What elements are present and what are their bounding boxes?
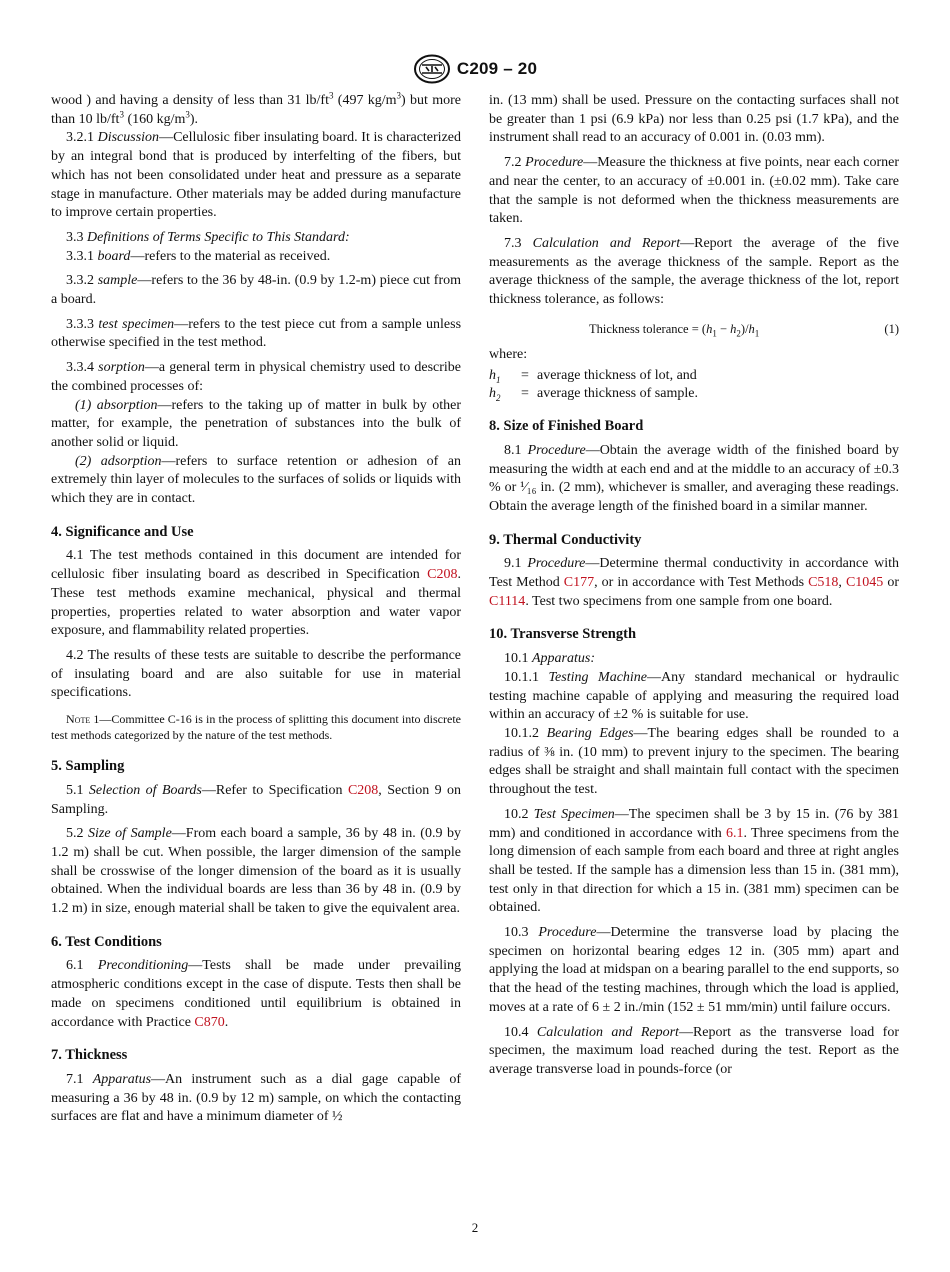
left-column <box>51 92 461 1127</box>
note-1: Note 1—Committee C-16 is in the process of splitting this document into discrete test methods categorized by the nature of the test methods. <box>51 712 461 743</box>
equation-formula: Thickness tolerance = $(h_1 - h_2)/h_1$ <box>589 321 760 339</box>
paragraph-3-3-3: 3.3.3 test specimen—refers to the test piece cut from a sample unless otherwise specified in the test method. <box>51 316 462 351</box>
paragraph-absorption: (1) absorption—refers to the taking up of matter in bulk by other matter, for example, the penetration of substances into the bulk of another solid or liquid. <box>51 397 462 450</box>
variable-definitions <box>489 367 899 403</box>
astm-logo-icon <box>413 54 451 84</box>
paragraph-10-1-1: 10.1.1 Testing Machine—Any standard mechanical or hydraulic testing machine capable of applying and measuring the required load within an accuracy of ±2 % is suitable for use. <box>489 669 900 723</box>
paragraph-3-2-1: 3.2.1 Discussion—Cellulosic fiber insulating board. It is characterized by an integral bond that is produced by interfelting of the fibers, but which has not been consolidated under heat and pressure as a separate stage in manufacture. Other materials may be added during manufacture to improve certain properties. <box>51 130 461 221</box>
paragraph-4-1: 4.1 The test methods contained in this document are intended for cellulosic fiber insulating board as described in Specification C208. These test methods examine mechanical, physical and thermal properties, properties related to water absorption and water vapor exposure, and flammability related properties. <box>51 548 461 639</box>
link-6-1[interactable]: 6.1 <box>725 825 744 841</box>
paragraph-10-3: 10.3 Procedure—Determine the transverse load by placing the specimen on horizontal bearing edges 12 in. (305 mm) apart and applying the load at midspan on a bearing parallel to the end supports, so that the head of the testing machines, through which the load is applied, moves at a rate of 6 ± 2 in./min (152 ± 51 mm/min) until failure occurs. <box>489 925 899 1015</box>
link-c208[interactable]: C208 <box>427 567 458 583</box>
definition-h2: $h_2$ = average thickness of sample. <box>489 386 698 403</box>
paragraph-adsorption: (2) adsorption—refers to surface retention or adhesion of an extremely thin layer of molecules to the surfaces of solids or liquids with which they are in contact. <box>51 453 462 507</box>
paragraph-10-1-2: 10.1.2 Bearing Edges—The bearing edges shall be rounded to a radius of ⅜ in. (10 mm) to prevent injury to the specimen. The bearing edges shall be straight and shall maintain full contact with the specimen throughout the test. <box>489 725 899 798</box>
paragraph-3-3-2: 3.3.2 sample—refers to the 36 by 48-in. (0.9 by 1.2-m) piece cut from a board. <box>51 273 462 308</box>
paragraph-3-3-4: 3.3.4 sorption—a general term in physical chemistry used to describe the combined processes of: <box>51 360 462 394</box>
document-designation: C209 – 20 <box>456 59 538 78</box>
link-c518[interactable]: C518 <box>808 575 839 591</box>
paragraph-10-4: 10.4 Calculation and Report—Report as the transverse load for specimen, the maximum load reached during the test. Report as the average transverse load in pounds-force (or <box>489 1024 899 1077</box>
paragraph-5-1: 5.1 Selection of Boards—Refer to Specification C208, Section 9 on Sampling. <box>51 782 462 817</box>
section-heading-7: 7. Thickness <box>51 1047 128 1064</box>
where-label: where: <box>489 347 528 363</box>
link-c1045[interactable]: C1045 <box>845 575 884 591</box>
section-heading-9: 9. Thermal Conductivity <box>489 531 642 548</box>
paragraph-8-1: 8.1 Procedure—Obtain the average width of the finished board by measuring the width at each end and at the middle to an accuracy of ±0.3 % or ¹⁄₁₆ in. (2 mm), whichever is smaller, and averaging these readings. Obtain the average length of the finished board in a similar manner. <box>489 442 900 514</box>
paragraph-10-1: 10.1 Apparatus: <box>504 651 595 667</box>
paragraph-3-3: 3.3 Definitions of Terms Specific to This Standard: <box>66 229 350 245</box>
link-c208-2[interactable]: C208 <box>347 782 379 798</box>
equation-number: (1) <box>884 321 899 336</box>
page-header <box>0 54 950 84</box>
section-heading-10: 10. Transverse Strength <box>489 626 637 643</box>
paragraph-7-2: 7.2 Procedure—Measure the thickness at five points, near each corner and near the center, to an accuracy of ±0.001 in. (±0.02 mm). Take care that the sample is not deformed when the thickness measurements are taken. <box>489 155 899 227</box>
paragraph-7-1: 7.1 Apparatus—An instrument such as a dial gage capable of measuring a 36 by 48 in. (0.9 by 12 m) sample, on which the contacting surfaces are flat and have a minimum diameter of ½ <box>51 1071 462 1125</box>
paragraph-10-2: 10.2 Test Specimen—The specimen shall be 3 by 15 in. (76 by 381 mm) and conditioned in accordance with 6.1. Three specimens from the long dimension of each sample from each board and three at right angles shall be tested. If the sample has a dimension less than 15 in. (381 mm), test only in that direction for which a 15 in. (381 mm) specimen can be obtained. <box>489 806 900 916</box>
link-c1114[interactable]: C1114 <box>489 593 526 609</box>
paragraph-6-1: 6.1 Preconditioning—Tests shall be made under prevailing atmospheric conditions except in the case of dispute. Tests then shall be made on specimens conditioned until equilibrium is obtained in accordance with Practice C870. <box>51 958 461 1030</box>
section-heading-4: 4. Significance and Use <box>51 523 194 540</box>
paragraph-3-3-1: 3.3.1 board—refers to the material as received. <box>66 248 331 264</box>
section-heading-8: 8. Size of Finished Board <box>489 418 644 435</box>
link-c177[interactable]: C177 <box>563 575 595 591</box>
section-heading-5: 5. Sampling <box>51 758 125 775</box>
paragraph-7-1-cont: in. (13 mm) shall be used. Pressure on the contacting surfaces shall not be greater than 1 psi (6.9 kPa) nor less than 0.25 psi (1.7 kPa), and the instrument shall read to an accuracy of 0.001 in. (0.03 mm). <box>489 93 899 146</box>
paragraph-7-3: 7.3 Calculation and Report—Report the average of the five measurements as the average thickness of the sample. Report as the average thickness of the sample, the average thickness of the lot, report thickness tolerance, as follows: <box>489 235 899 308</box>
section-heading-6: 6. Test Conditions <box>51 933 162 950</box>
equation-1 <box>489 320 899 339</box>
paragraph-4-2: 4.2 The results of these tests are suitable to describe the performance of insulating board and are also suitable for use in material specifications. <box>51 647 461 701</box>
right-column <box>489 92 899 1080</box>
definition-h1: $h_1$ = average thickness of lot, and <box>489 368 697 385</box>
link-c870[interactable]: C870 <box>194 1014 225 1030</box>
paragraph-3-2-cont: wood ) and having a density of less than 31 $lb/ft^3$ (497 $kg/m^3$) but more than 10 $lb/ft^3$ (160 $kg/m^3$). <box>51 90 461 127</box>
paragraph-5-2: 5.2 Size of Sample—From each board a sample, 36 by 48 in. (0.9 by 1.2 m) shall be cut. When possible, the larger dimension of the sample shall be crosswise of the longer dimension of the board as it is usually obtained. When the individual boards are less than 36 by 48 in. (0.9 by 1.2 m) in size, enough material shall be taken to give the equivalent area. <box>51 826 462 917</box>
paragraph-9-1: 9.1 Procedure—Determine thermal conductivity in accordance with Test Method C177, or in accordance with Test Methods C518, C1045 or C1114. Test two specimens from one sample from one board. <box>489 556 899 609</box>
page-number: 2 <box>471 1220 479 1235</box>
